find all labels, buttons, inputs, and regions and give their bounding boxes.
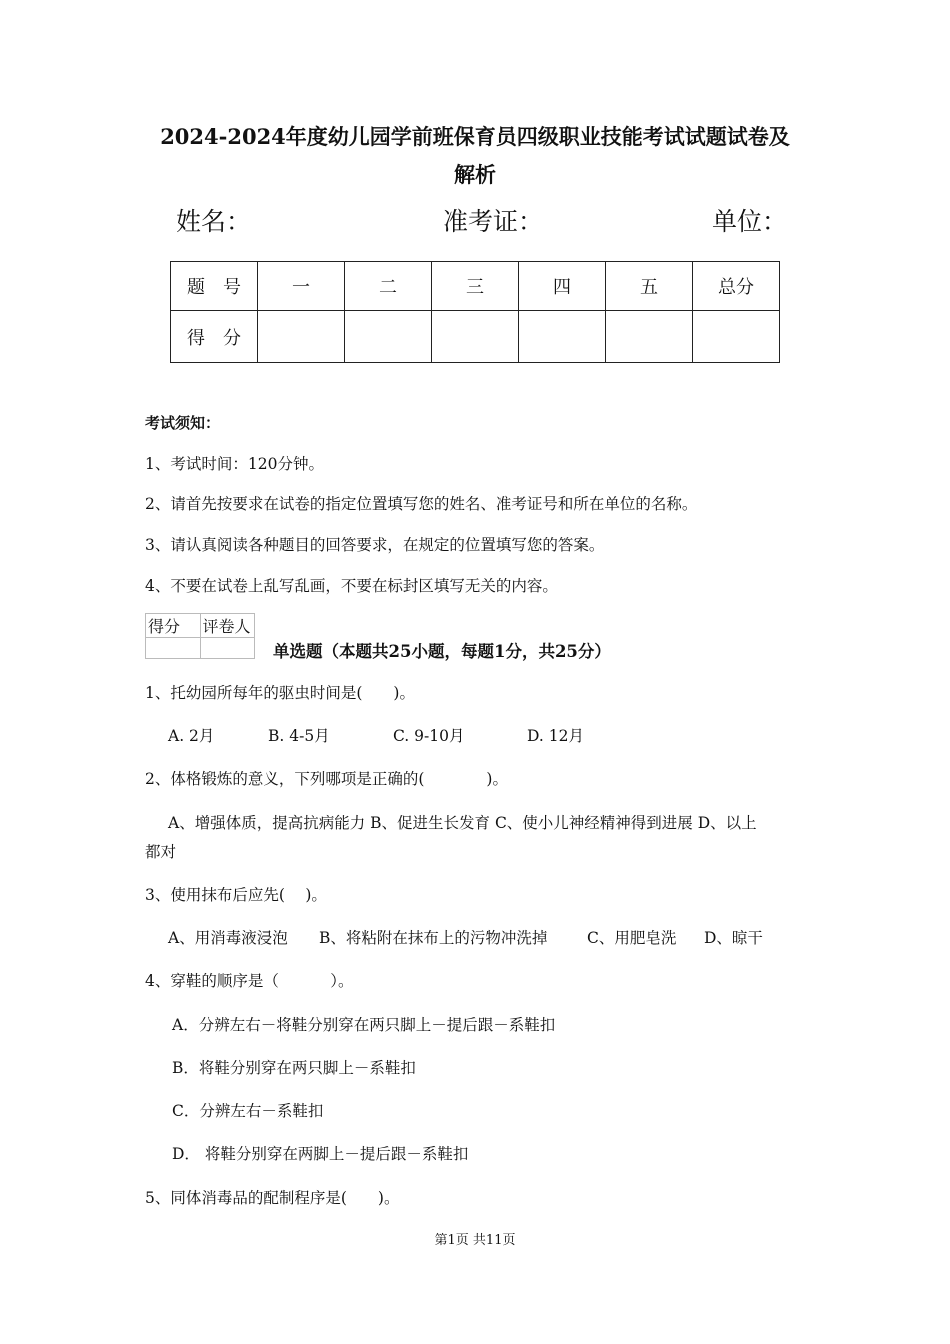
score-header-3: 三: [432, 262, 519, 311]
title-line-1: 2024-2024年度幼儿园学前班保育员四级职业技能考试试题试卷及: [160, 124, 790, 149]
score-cell: [432, 311, 519, 363]
question-1-option-a: A. 2月: [168, 727, 215, 745]
question-1-option-d: D. 12月: [527, 727, 584, 745]
question-2: 2、体格锻炼的意义，下列哪项是正确的( )。: [145, 770, 508, 788]
score-cell: [693, 311, 780, 363]
grader-box: [145, 613, 255, 659]
question-4: 4、穿鞋的顺序是（ ）。: [145, 972, 354, 990]
unit-field-label: 单位：: [712, 207, 788, 236]
score-cell: [606, 311, 693, 363]
title-line-2: 解析: [454, 162, 496, 187]
question-5: 5、同体消毒品的配制程序是( )。: [145, 1189, 400, 1207]
score-table: [170, 261, 780, 363]
notice-item: 4、不要在试卷上乱写乱画，不要在标封区填写无关的内容。: [145, 577, 558, 595]
score-cell: [345, 311, 432, 363]
score-header-4: 四: [519, 262, 606, 311]
score-row-label: 得 分: [171, 311, 258, 363]
score-header-label: 题 号: [171, 262, 258, 311]
score-table-header-row: [171, 262, 780, 311]
question-4-option-b: B．将鞋分别穿在两只脚上－系鞋扣: [172, 1059, 416, 1077]
question-4-option-a: A．分辨左右－将鞋分别穿在两只脚上－提后跟－系鞋扣: [172, 1016, 556, 1034]
page-footer: 第1页 共11页: [434, 1233, 516, 1248]
score-header-5: 五: [606, 262, 693, 311]
score-table-score-row: [171, 311, 780, 363]
question-2-options: A、增强体质，提高抗病能力 B、促进生长发育 C、使小儿神经精神得到进展 D、以上: [168, 814, 757, 832]
section-heading: 单选题（本题共25小题，每题1分，共25分）: [273, 642, 611, 661]
score-header-total: 总分: [693, 262, 780, 311]
grader-name-cell: [200, 638, 255, 659]
grader-name-label: 评卷人: [200, 614, 255, 638]
score-cell: [258, 311, 345, 363]
grader-score-cell: [146, 638, 201, 659]
question-1-option-b: B. 4-5月: [268, 727, 330, 745]
question-1-option-c: C. 9-10月: [393, 727, 465, 745]
question-3: 3、使用抹布后应先( )。: [145, 886, 327, 904]
question-2-options-cont: 都对: [145, 843, 177, 861]
score-cell: [519, 311, 606, 363]
question-3-option-c: C、用肥皂洗: [587, 929, 677, 947]
question-3-option-b: B、将粘附在抹布上的污物冲洗掉: [319, 929, 548, 947]
grader-score-label: 得分: [146, 614, 201, 638]
name-field-label: 姓名：: [176, 207, 252, 236]
document-title: [120, 118, 830, 194]
score-header-1: 一: [258, 262, 345, 311]
notice-item: 1、考试时间：120分钟。: [145, 455, 324, 473]
notice-heading: 考试须知：: [145, 414, 221, 432]
notice-item: 3、请认真阅读各种题目的回答要求，在规定的位置填写您的答案。: [145, 536, 605, 554]
question-3-option-a: A、用消毒液浸泡: [168, 929, 288, 947]
question-1: 1、托幼园所每年的驱虫时间是( )。: [145, 684, 415, 702]
notice-item: 2、请首先按要求在试卷的指定位置填写您的姓名、准考证号和所在单位的名称。: [145, 495, 698, 513]
question-3-option-d: D、晾干: [704, 929, 763, 947]
score-header-2: 二: [345, 262, 432, 311]
question-4-option-d: D． 将鞋分别穿在两脚上－提后跟－系鞋扣: [172, 1145, 469, 1163]
question-4-option-c: C．分辨左右－系鞋扣: [172, 1102, 324, 1120]
exam-id-field-label: 准考证：: [443, 207, 544, 236]
